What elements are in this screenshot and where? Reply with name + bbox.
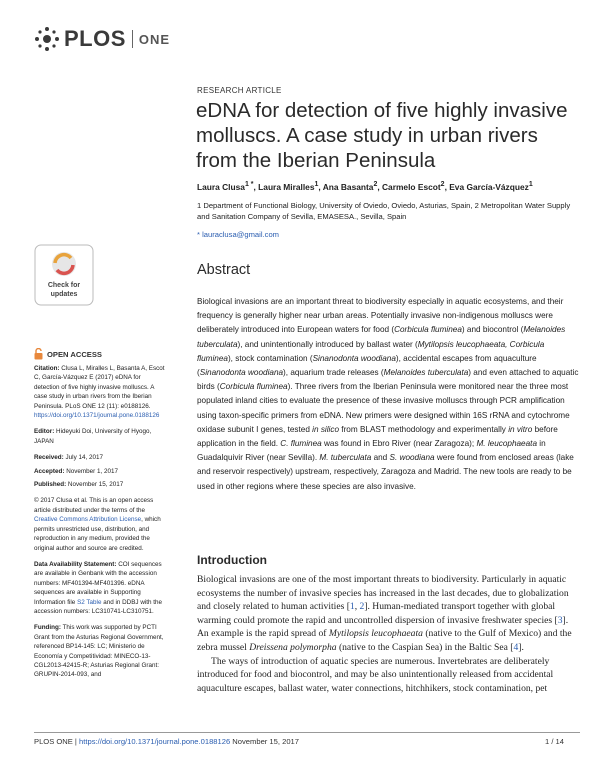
ref-link[interactable]: 3: [557, 614, 563, 626]
check-for-updates-badge[interactable]: [34, 244, 94, 306]
article-sidebar: [34, 364, 166, 687]
published-date: Published: November 15, 2017: [34, 481, 124, 489]
abstract-heading: Abstract: [197, 262, 251, 278]
logo-divider: [132, 30, 133, 48]
author-3[interactable]: , Ana Basanta: [318, 181, 374, 192]
logo-subtext: ONE: [138, 31, 171, 47]
citation-doi-link[interactable]: https://doi.org/10.1371/journal.pone.0188126: [34, 412, 160, 420]
logo-text: PLOS: [64, 26, 126, 51]
ref-link[interactable]: 4: [513, 641, 519, 653]
author-5[interactable]: , Eva García-Vázquez: [444, 181, 529, 192]
affiliations: 1 Department of Functional Biology, University of Oviedo, Oviedo, Asturias, Spain, 2 Metropolitan Water Supply and Sanitation Company of Sevilla, EMASESA., Sevilla, Spain: [197, 201, 571, 221]
author-1[interactable]: Laura Clusa: [197, 181, 245, 192]
author-2[interactable]: , Laura Miralles: [253, 181, 315, 192]
s2-table-link[interactable]: S2 Table: [77, 598, 102, 606]
intro-paragraph-1: Biological invasions are one of the most important threats to biodiversity. Particularly in aquatic ecosystems the number of invasive species has increased in the last decades, due to globalization and closely related to human activities [1, 2]. Human-mediated transport together with global warming could promote the rapid and uncontrolled dispersion of invasive freshwater species [3]. An example is the rapid spread of Mytilopsis leucophaeata (native to the Gulf of Mexico) and the zebra mussel Dreissena polymorpha (native to the Caspian Sea) in the Baltic Sea [4].: [197, 574, 572, 653]
author-4[interactable]: , Carmelo Escot: [377, 181, 441, 192]
accepted-date: Accepted: November 1, 2017: [34, 467, 119, 475]
page-number: 1 / 14: [545, 737, 564, 746]
introduction-heading: Introduction: [197, 553, 267, 567]
open-lock-icon: [34, 348, 43, 360]
citation: Citation: Clusa L, Miralles L, Basanta A, Escot C, García-Vázquez E (2017) eDNA for detection of five highly invasive molluscs. A case study in urban rivers from the Iberian Peninsula. PLoS ONE 12 (11): e0188126. https://doi.org/10.1371/journal.pone.0188126: [34, 365, 165, 420]
funding: Funding: This work was supported by PCTI Grant from the Asturias Regional Government, referenced BP14-145: LC; Ministerio de Economía y Competitividad: MINECO-13-CGL2013-42415-R; Asturias Regional Grant: GRUPIN-2014-093, and: [34, 624, 164, 679]
author-list: Laura Clusa$^1$ *, Laura Miralles$^1$, Ana Basanta$^2$, Carmelo Escot$^2$, Eva García-Vázquez$^1$: [197, 181, 533, 192]
received-date: Received: July 14, 2017: [34, 454, 103, 462]
plos-one-logo: [34, 26, 170, 52]
copyright: © 2017 Clusa et al. This is an open access article distributed under the terms of the Creative Commons Attribution License, which permits unrestricted use, distribution, and reproduction in any medium, provided the original author and source are credited.: [34, 497, 161, 552]
ref-link[interactable]: 1: [349, 601, 355, 613]
editor: Editor: Hideyuki Doi, University of Hyogo, JAPAN: [34, 428, 152, 445]
introduction-body: [197, 573, 580, 695]
abstract-body: Biological invasions are an important threat to biodiversity especially in aquatic ecosystems, and their frequency is generally higher near urban areas. Potentially invasive non-indigenous molluscs were deliberately introduced into European waters for food (Corbicula fluminea) and biocontrol (Melanoides tuberculata), and unintentionally introduced by ballast water (Mytilopsis leucophaeata, Corbicula fluminea), stock contamination (Sinanodonta woodiana), accidental escapes from aquaculture (Sinanodonta woodiana), aquarium trade releases (Melanoides tuberculata) and even attached to aquatic birds (Corbicula fluminea). Three rivers from the Iberian Peninsula were monitored near the three most populated inland cities to evaluate the presence of these invasive molluscs through PCR amplification using taxon-specific primers from eDNA. New primers were designed within 16S rRNA and cytochrome oxidase subunit I genes, tested in silico from BLAST methodology and experimentally in vitro before application in the field. C. fluminea was found in Ebro River (near Zaragoza); M. leucophaeata in Guadalquivir River (near Sevilla). M. tuberculata and S. woodiana were found from enclosed areas (lake and reservoir respectively) upstream, respectively, Zaragoza and Madrid. The new tools are ready to be used in other regions where these species are also invasive.: [197, 297, 579, 491]
footer: PLOS ONE | https://doi.org/10.1371/journal.pone.0188126 November 15, 2017: [34, 737, 299, 746]
badge-line-1: Check for: [47, 282, 81, 289]
data-availability: Data Availability Statement: COI sequences are available in Genbank with the accession numbers: MF401394-MF401396. eDNA sequences are available in Supporting Information file S2 Table and in DDBJ with the accession numbers: LC310741-LC310751.: [34, 560, 163, 615]
footer-divider: [34, 732, 580, 733]
license-link[interactable]: Creative Commons Attribution License: [34, 516, 142, 524]
article-title: eDNA for detection of five highly invasive molluscs. A case study in urban rivers from the Iberian Peninsula: [196, 99, 568, 172]
corresponding-email[interactable]: * lauraclusa@gmail.com: [197, 230, 279, 239]
footer-doi-link[interactable]: https://doi.org/10.1371/journal.pone.0188126: [79, 737, 231, 746]
intro-paragraph-2: The ways of introduction of aquatic species are numerous. Invertebrates are deliberately introduced for food and biocontrol, and may be also unintentionally released from accidental aquaculture escapes, ballast water, water connections, hitchhikers, stock contamination, pet: [197, 655, 554, 694]
badge-line-2: updates: [50, 291, 78, 298]
article-type: RESEARCH ARTICLE: [197, 86, 282, 95]
open-access-label: OPEN ACCESS: [34, 348, 102, 360]
plos-mark-icon: [34, 26, 60, 52]
ref-link[interactable]: 2: [359, 601, 365, 613]
